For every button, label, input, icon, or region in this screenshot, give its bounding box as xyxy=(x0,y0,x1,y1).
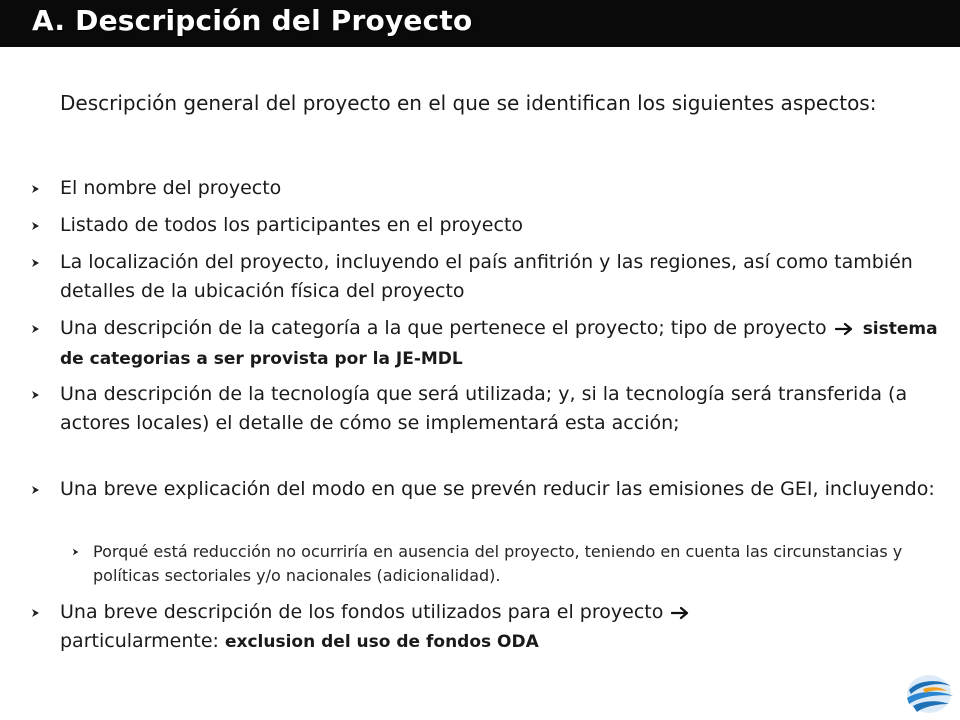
arrowhead-bullet-icon xyxy=(31,324,41,334)
bullet-item xyxy=(60,174,940,203)
arrowhead-bullet-icon xyxy=(31,258,41,268)
slide-title: A. Descripción del Proyecto xyxy=(32,4,473,37)
category-system-note: sistema de categorias a ser provista por la JE-MDL xyxy=(60,319,938,369)
bullet-item xyxy=(60,211,940,240)
arrowhead-bullet-icon xyxy=(31,221,41,231)
right-arrow-icon xyxy=(671,606,691,620)
bullet-text: El nombre del proyecto xyxy=(60,177,282,199)
bullet-text: Una descripción de la tecnología que será utilizada; y, si la tecnología será transferida (a actores locales) el detalle de cómo se implementará esta acción; xyxy=(60,383,908,434)
bullet-item xyxy=(60,248,940,306)
bullet-item xyxy=(60,314,940,374)
bullet-item xyxy=(60,475,940,504)
bullet-text: Una breve descripción de los fondos utilizados para el proyecto xyxy=(60,601,664,623)
arrowhead-bullet-icon xyxy=(72,548,80,556)
sub-bullet-text: Porqué está reducción no ocurriría en ausencia del proyecto, teniendo en cuenta las circunstancias y políticas sectoriales y/o nacionales (adicionalidad). xyxy=(93,542,903,585)
arrowhead-bullet-icon xyxy=(31,184,41,194)
bullet-text: Una descripción de la categoría a la que pertenece el proyecto; tipo de proyecto xyxy=(60,317,827,339)
bullet-text: La localización del proyecto, incluyendo el país anfitrión y las regiones, así como también detalles de la ubicación física del proyecto xyxy=(60,251,913,302)
bullet-text: Una breve explicación del modo en que se prevén reducir las emisiones de GEI, incluyendo: xyxy=(60,478,935,500)
title-bar xyxy=(0,0,960,47)
bullet-text: Listado de todos los participantes en el proyecto xyxy=(60,214,524,236)
right-arrow-icon xyxy=(835,322,855,336)
oda-exclusion-note: exclusion del uso de fondos ODA xyxy=(224,632,539,652)
arrowhead-bullet-icon xyxy=(31,390,41,400)
intro-paragraph: Descripción general del proyecto en el que se identifican los siguientes aspectos: xyxy=(60,91,877,115)
bullet-item xyxy=(60,380,940,438)
sub-bullet-item xyxy=(93,540,923,588)
bullet-item xyxy=(60,598,940,657)
globe-swoosh-logo-icon xyxy=(903,672,955,716)
bullet-text-continued: particularmente: xyxy=(60,630,219,652)
arrowhead-bullet-icon xyxy=(31,485,41,495)
arrowhead-bullet-icon xyxy=(31,608,41,618)
